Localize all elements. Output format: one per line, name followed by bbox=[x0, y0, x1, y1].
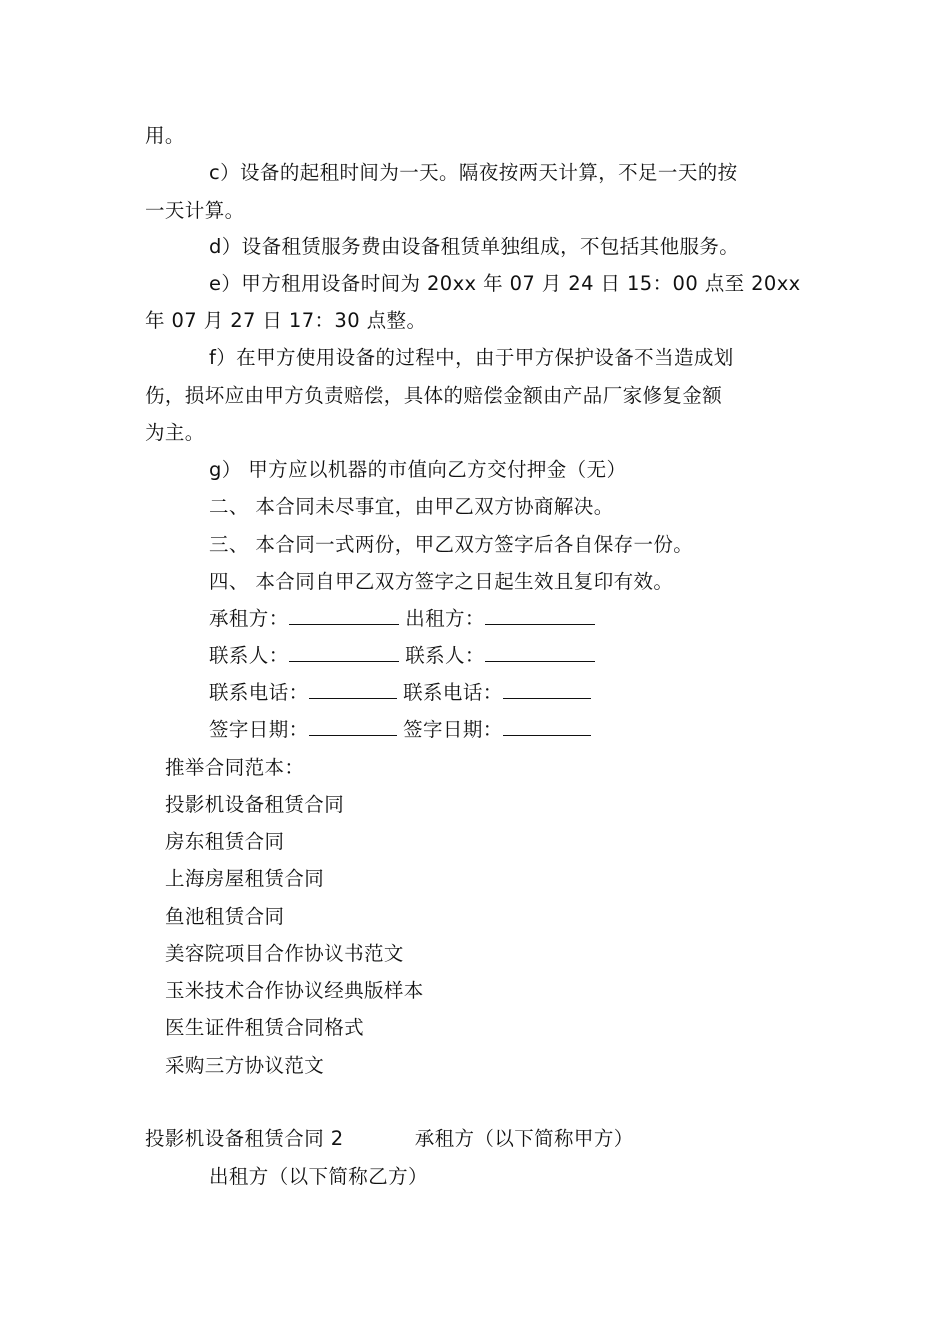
recommend-link[interactable]: 玉米技术合作协议经典版样本 bbox=[165, 979, 424, 1002]
recommend-heading: 推举合同范本： bbox=[165, 756, 305, 779]
lessee-label: 承租方： bbox=[209, 607, 289, 630]
clause-e-cont: 年 07 月 27 日 17：30 点整。 bbox=[145, 309, 427, 332]
date-blank bbox=[309, 717, 397, 736]
contact-blank bbox=[289, 643, 399, 662]
contact-blank bbox=[485, 643, 595, 662]
section-three: 三、 本合同一式两份，甲乙双方签字后各自保存一份。 bbox=[209, 533, 694, 556]
contact-label: 联系人： bbox=[405, 644, 485, 667]
lessor-label: 出租方： bbox=[405, 607, 485, 630]
clause-c-cont: 一天计算。 bbox=[145, 199, 245, 222]
clause-g: g） 甲方应以机器的市值向乙方交付押金（无） bbox=[209, 458, 627, 481]
recommend-link[interactable]: 医生证件租赁合同格式 bbox=[165, 1016, 365, 1039]
clause-f-cont: 伤，损坏应由甲方负责赔偿，具体的赔偿金额由产品厂家修复金额 bbox=[145, 384, 723, 407]
date-label: 签字日期： bbox=[403, 718, 503, 741]
paragraph-line: 用。 bbox=[145, 124, 185, 147]
next-contract-row bbox=[145, 1126, 815, 1152]
signature-row-parties bbox=[209, 606, 879, 632]
signature-row-date bbox=[209, 717, 879, 743]
date-blank bbox=[503, 717, 591, 736]
section-four: 四、 本合同自甲乙双方签字之日起生效且复印有效。 bbox=[209, 570, 674, 593]
phone-label: 联系电话： bbox=[209, 681, 309, 704]
phone-label: 联系电话： bbox=[403, 681, 503, 704]
clause-d: d）设备租赁服务费由设备租赁单独组成，不包括其他服务。 bbox=[209, 235, 740, 258]
section-two: 二、 本合同未尽事宜，由甲乙双方协商解决。 bbox=[209, 495, 614, 518]
clause-c: c）设备的起租时间为一天。隔夜按两天计算，不足一天的按 bbox=[209, 161, 738, 184]
date-label: 签字日期： bbox=[209, 718, 309, 741]
phone-blank bbox=[503, 680, 591, 699]
clause-e: e）甲方租用设备时间为 20xx 年 07 月 24 日 15：00 点至 20xx bbox=[209, 272, 801, 295]
clause-f-cont2: 为主。 bbox=[145, 421, 205, 444]
lessor-blank bbox=[485, 606, 595, 625]
recommend-link[interactable]: 房东租赁合同 bbox=[165, 830, 285, 853]
phone-blank bbox=[309, 680, 397, 699]
signature-row-contact bbox=[209, 643, 879, 669]
recommend-link[interactable]: 美容院项目合作协议书范文 bbox=[165, 942, 404, 965]
contact-label: 联系人： bbox=[209, 644, 289, 667]
clause-f: f）在甲方使用设备的过程中，由于甲方保护设备不当造成划 bbox=[209, 346, 734, 369]
recommend-link[interactable]: 采购三方协议范文 bbox=[165, 1054, 325, 1077]
next-lessor-text: 出租方（以下简称乙方） bbox=[209, 1165, 428, 1188]
next-lessee-text: 承租方（以下简称甲方） bbox=[414, 1127, 634, 1150]
recommend-link[interactable]: 鱼池租赁合同 bbox=[165, 905, 285, 928]
recommend-link[interactable]: 上海房屋租赁合同 bbox=[165, 867, 325, 890]
lessee-blank bbox=[289, 606, 399, 625]
recommend-link[interactable]: 投影机设备租赁合同 bbox=[165, 793, 345, 816]
signature-row-phone bbox=[209, 680, 879, 706]
next-contract-title: 投影机设备租赁合同 2 bbox=[145, 1127, 344, 1150]
